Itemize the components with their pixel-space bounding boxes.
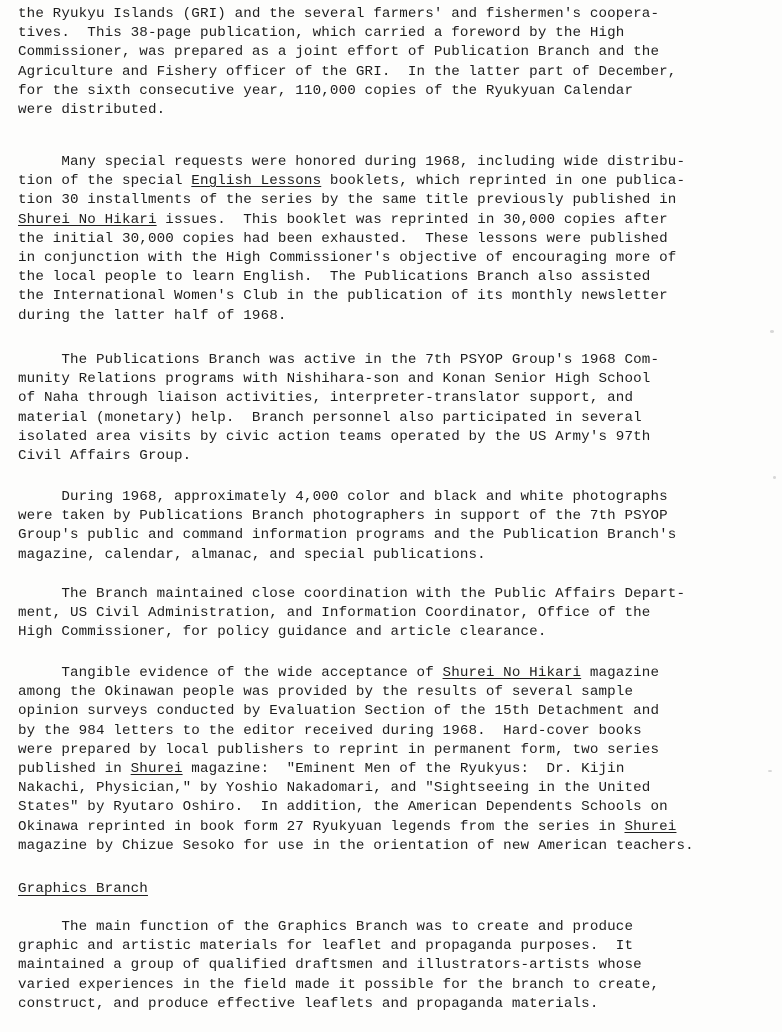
underlined-title: Shurei (130, 760, 183, 777)
scan-speck (768, 770, 772, 772)
text-line (18, 370, 659, 389)
text-run: varied experiences in the field made it possible for the branch to create, (18, 976, 660, 993)
text-run: issues. This booklet was reprinted in 30,000 copies after (156, 211, 668, 228)
text-line (18, 507, 676, 526)
text-run: the International Women's Club in the publication of its monthly newsletter (18, 288, 668, 305)
text-run: were distributed. (18, 101, 166, 118)
text-run: the Ryukyu Islands (GRI) and the several farmers' and fishermen's coopera- (18, 6, 660, 22)
text-run: maintained a group of qualified draftsmen and illustrators-artists whose (18, 957, 642, 974)
text-line (18, 428, 659, 447)
text-run: in conjunction with the High Commissioner's objective of encouraging more of (18, 249, 677, 266)
text-line (18, 101, 676, 120)
text-run: tion of the special (18, 173, 192, 190)
text-line (18, 447, 659, 466)
paragraph-graphics-function (18, 918, 659, 1014)
text-run: Okinawa reprinted in book form 27 Ryukyuan legends from the series in (18, 818, 625, 835)
text-line (18, 918, 659, 937)
text-run: Tangible evidence of the wide acceptance of (18, 665, 443, 681)
text-run: published in (18, 760, 131, 777)
text-run: High Commissioner, for policy guidance and article clearance. (18, 624, 547, 641)
text-line (18, 798, 694, 817)
text-run: of Naha through liaison activities, interpreter-translator support, and (18, 390, 634, 407)
text-run: magazine by Chizue Sesoko for use in the orientation of new American teachers. (18, 837, 694, 854)
text-run: Civil Affairs Group. (18, 447, 192, 464)
text-run: magazine, calendar, almanac, and special publications. (18, 546, 486, 563)
text-run: tives. This 38-page publication, which carried a foreword by the High (18, 25, 625, 42)
text-run: the initial 30,000 copies had been exhausted. These lessons were published (18, 230, 668, 247)
text-run: The Publications Branch was active in the 7th PSYOP Group's 1968 Com- (18, 352, 660, 368)
text-line (18, 995, 659, 1014)
paragraph-calendar (18, 5, 676, 120)
text-line (18, 82, 676, 101)
text-run: Agriculture and Fishery officer of the GRI. In the latter part of December, (18, 63, 677, 80)
text-line (18, 24, 676, 43)
text-run: the local people to learn English. The Publications Branch also assisted (18, 269, 651, 286)
underlined-title: Shurei (624, 818, 677, 835)
text-line (18, 526, 676, 545)
text-run: States" by Ryutaro Oshiro. In addition, the American Dependents Schools on (18, 799, 668, 816)
text-run: Many special requests were honored during 1968, including wide distribu- (18, 154, 686, 170)
section-heading-graphics-branch: Graphics Branch (18, 881, 148, 897)
text-run: for the sixth consecutive year, 110,000 copies of the Ryukyuan Calendar (18, 82, 634, 99)
text-run: among the Okinawan people was provided by the results of several sample (18, 684, 634, 701)
text-line (18, 956, 659, 975)
text-line (18, 409, 659, 428)
underlined-title: Shurei No Hikari (18, 211, 157, 228)
text-line (18, 760, 694, 779)
text-run: were prepared by local publishers to reprint in permanent form, two series (18, 741, 660, 758)
text-line (18, 211, 685, 230)
text-line (18, 976, 659, 995)
text-run: The main function of the Graphics Branch was to create and produce (18, 919, 634, 935)
text-run: ment, US Civil Administration, and Information Coordinator, Office of the (18, 605, 651, 622)
text-line (18, 287, 685, 306)
paragraph-special-requests (18, 153, 685, 326)
text-run: magazine: "Eminent Men of the Ryukyus: Dr. Kijin (182, 760, 625, 777)
text-line (18, 722, 694, 741)
text-line (18, 307, 685, 326)
text-run: material (monetary) help. Branch personnel also participated in several (18, 409, 642, 426)
text-line (18, 546, 676, 565)
text-line (18, 837, 694, 856)
text-line (18, 585, 685, 604)
text-run: construct, and produce effective leaflets and propaganda materials. (18, 995, 599, 1012)
text-run: Group's public and command information programs and the Publication Branch's (18, 527, 677, 544)
text-line (18, 702, 694, 721)
text-run: tion 30 installments of the series by the same title previously published in (18, 192, 677, 209)
text-line (18, 5, 676, 24)
paragraph-photographs (18, 488, 676, 565)
text-line (18, 937, 659, 956)
text-run: during the latter half of 1968. (18, 307, 287, 324)
text-run: opinion surveys conducted by Evaluation Section of the 15th Detachment and (18, 703, 660, 720)
text-line (18, 249, 685, 268)
text-run: During 1968, approximately 4,000 color and black and white photographs (18, 489, 668, 505)
text-line (18, 43, 676, 62)
text-line (18, 351, 659, 370)
text-line (18, 741, 694, 760)
text-line (18, 268, 685, 287)
text-line (18, 172, 685, 191)
text-line (18, 623, 685, 642)
text-line (18, 389, 659, 408)
text-line (18, 779, 694, 798)
text-run: The Branch maintained close coordination with the Public Affairs Depart- (18, 586, 686, 602)
text-line (18, 683, 694, 702)
text-run: were taken by Publications Branch photographers in support of the 7th PSYOP (18, 508, 668, 525)
text-run: munity Relations programs with Nishihara-son and Konan Senior High School (18, 371, 651, 388)
text-line (18, 604, 685, 623)
text-run: Nakachi, Physician," by Yoshio Nakadomari, and "Sightseeing in the United (18, 780, 651, 797)
text-line (18, 153, 685, 172)
text-run: Commissioner, was prepared as a joint effort of Publication Branch and the (18, 44, 660, 61)
scan-speck (773, 476, 776, 479)
paragraph-acceptance (18, 664, 694, 856)
paragraph-coordination (18, 585, 685, 643)
text-run: graphic and artistic materials for leaflet and propaganda purposes. It (18, 938, 634, 955)
underlined-title: Shurei No Hikari (442, 665, 582, 681)
paragraph-community-relations (18, 351, 659, 466)
underlined-title: English Lessons (191, 173, 322, 190)
text-line (18, 230, 685, 249)
text-run: booklets, which reprinted in one publica- (321, 173, 686, 190)
text-line (18, 818, 694, 837)
text-line (18, 488, 676, 507)
text-run: by the 984 letters to the editor received during 1968. Hard-cover books (18, 722, 642, 739)
text-run: isolated area visits by civic action teams operated by the US Army's 97th (18, 428, 651, 445)
scan-speck (770, 330, 774, 333)
text-line (18, 664, 694, 683)
text-line (18, 191, 685, 210)
text-run: magazine (581, 665, 660, 681)
text-line (18, 63, 676, 82)
